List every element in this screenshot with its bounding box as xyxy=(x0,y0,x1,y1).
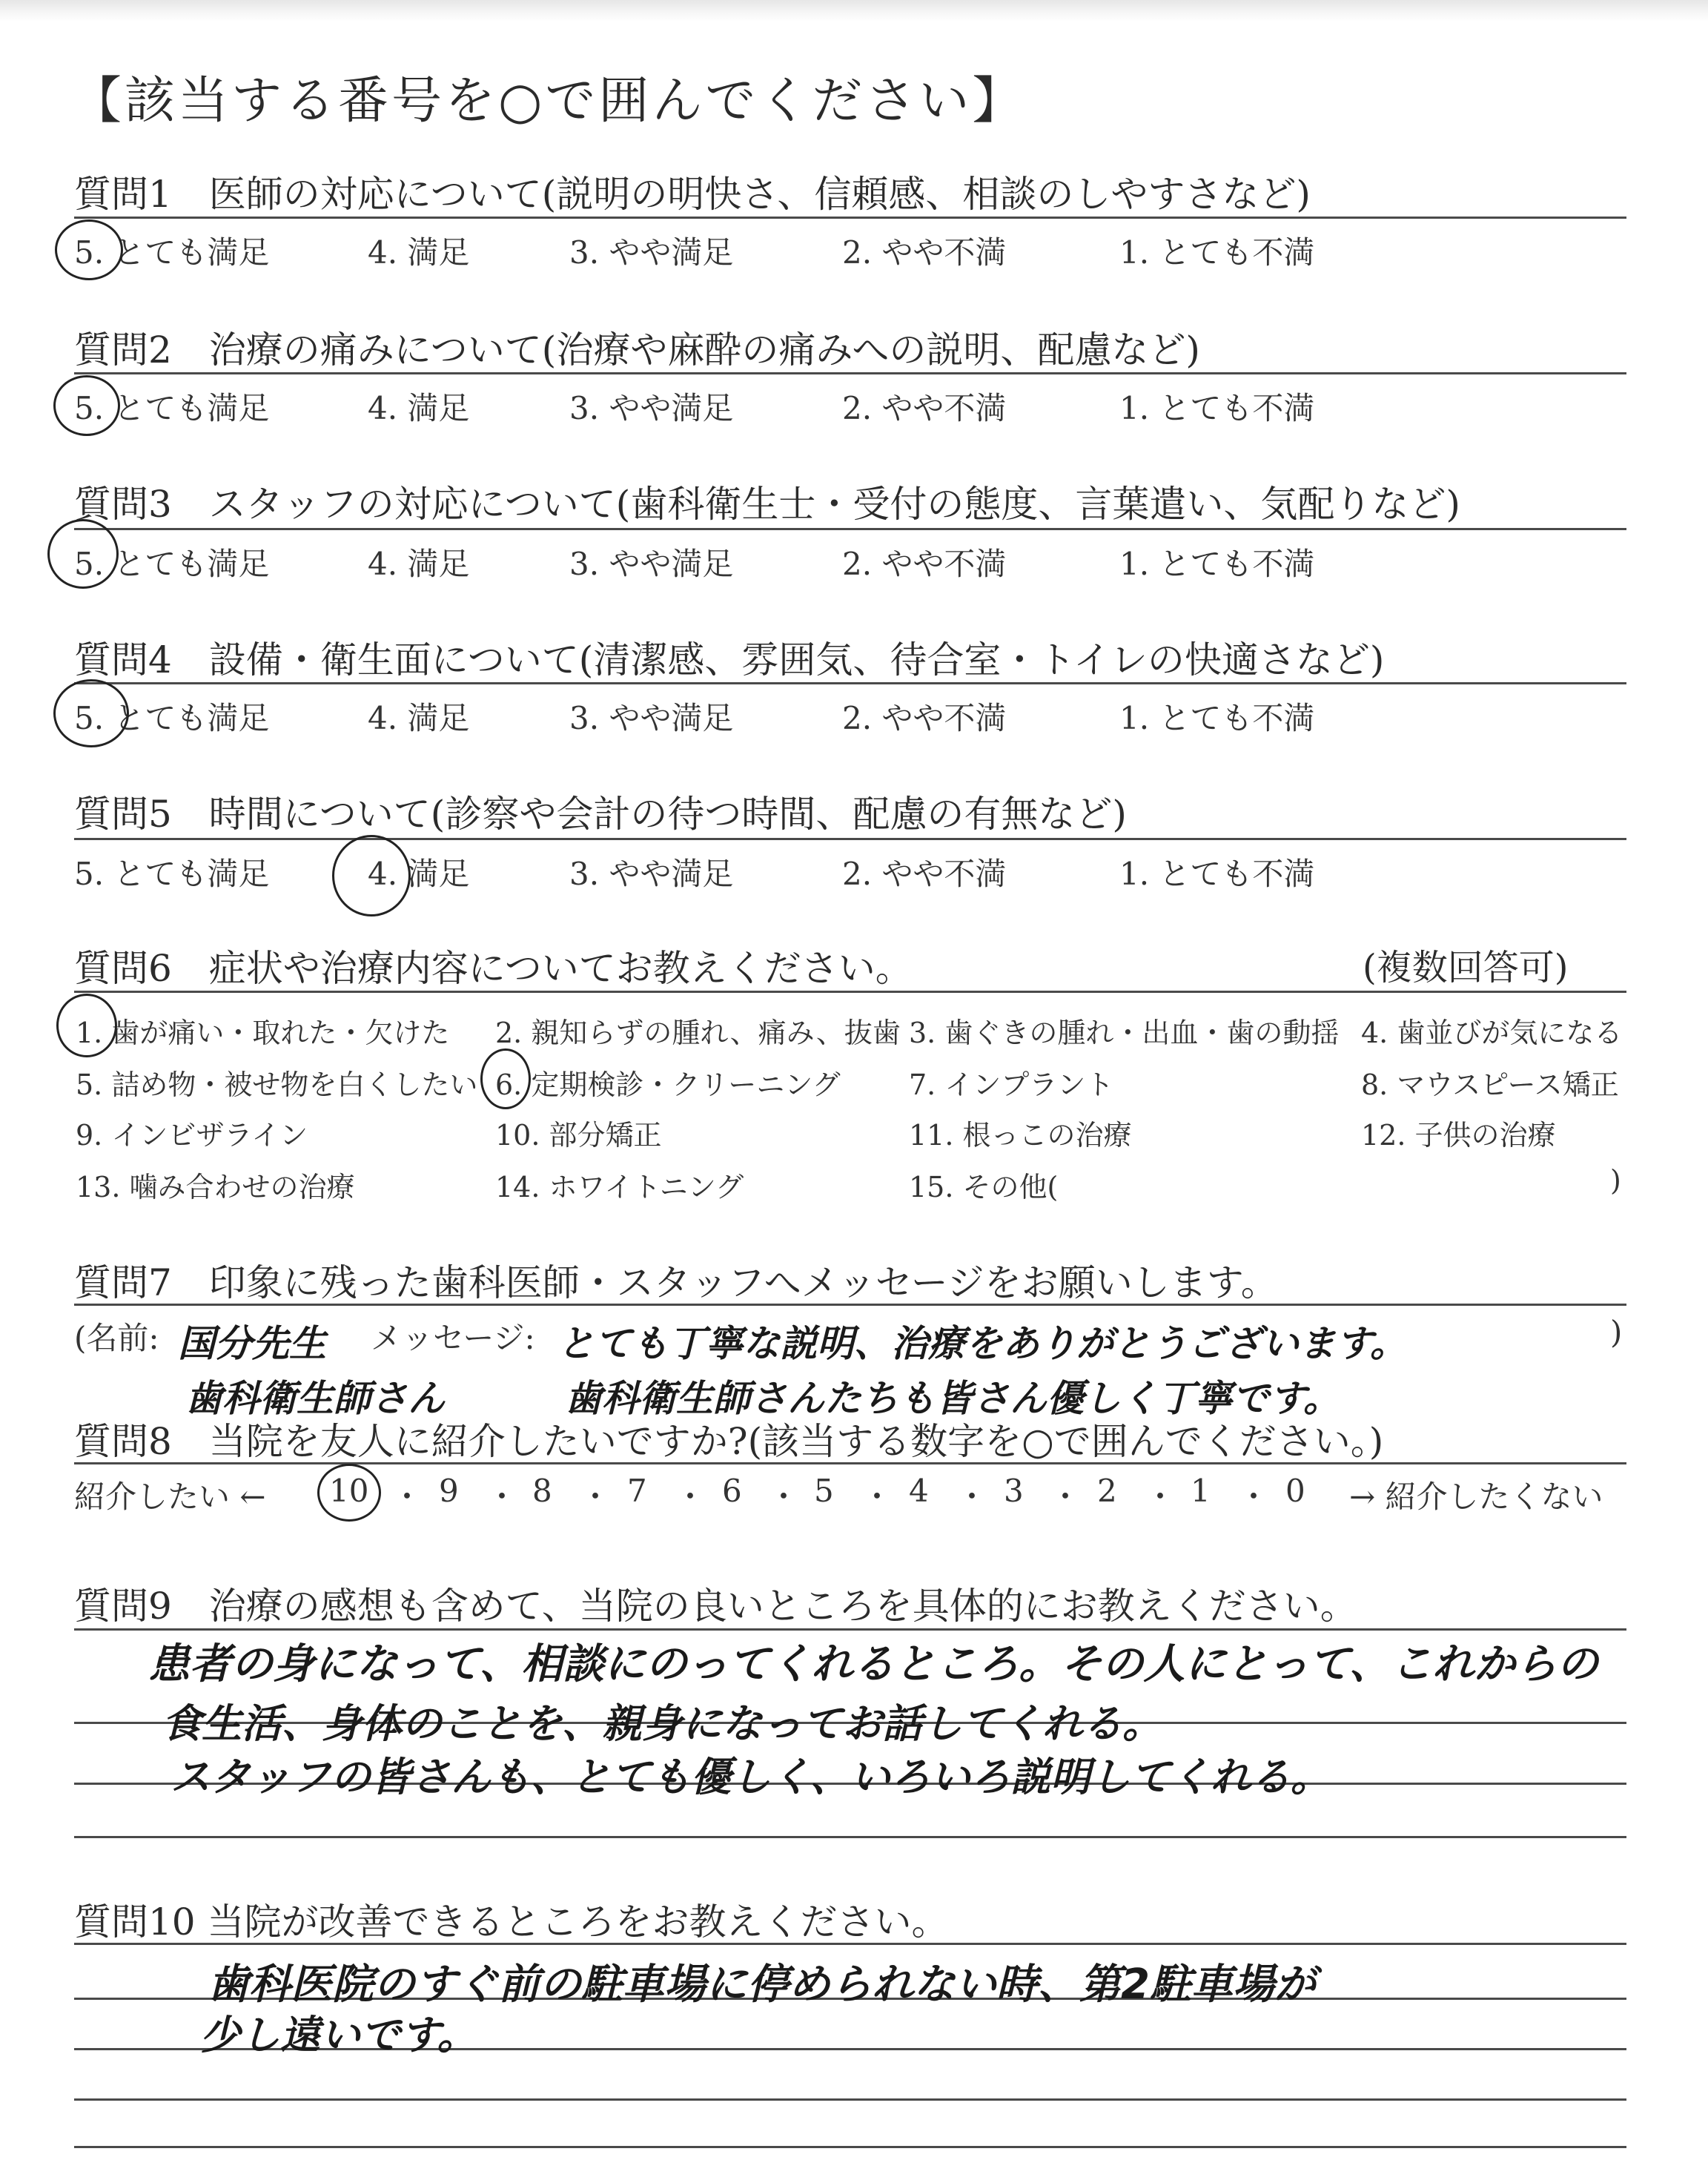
question-7-rule xyxy=(74,1304,1626,1306)
q8-separator: ・ xyxy=(1238,1479,1270,1515)
q7-name-label: (名前: xyxy=(74,1320,159,1356)
symptom-option-10[interactable]: 10. 部分矯正 xyxy=(495,1119,662,1152)
q8-separator: ・ xyxy=(486,1479,518,1515)
q5-option-3[interactable]: 3. やや満足 xyxy=(569,856,734,892)
symptom-option-1[interactable]: 1. 歯が痛い・取れた・欠けた xyxy=(76,1017,450,1049)
q8-separator: ・ xyxy=(580,1479,612,1515)
q8-number-3[interactable]: 3 xyxy=(1004,1473,1024,1509)
q8-number-9[interactable]: 9 xyxy=(439,1473,459,1509)
q4-option-1[interactable]: 1. とても不満 xyxy=(1119,700,1315,736)
q10-answer-line-5 xyxy=(74,2146,1626,2148)
q9-answer-line-4 xyxy=(74,1836,1626,1838)
q7-handwritten-message-1: とても丁寧な説明、治療をありがとうございます。 xyxy=(557,1322,1407,1365)
symptom-option-3[interactable]: 3. 歯ぐきの腫れ・出血・歯の動揺 xyxy=(909,1017,1340,1049)
q5-option-5[interactable]: 5. とても満足 xyxy=(74,856,270,892)
question-4-title: 質問4 設備・衛生面について(清潔感、雰囲気、待合室・トイレの快適さなど) xyxy=(74,638,1385,681)
q8-separator: ・ xyxy=(1145,1479,1176,1515)
question-7-title: 質問7 印象に残った歯科医師・スタッフへメッセージをお願いします。 xyxy=(74,1261,1278,1304)
q7-handwritten-name-2: 歯科衛生師さん xyxy=(185,1377,445,1420)
question-1-title: 質問1 医師の対応について(説明の明快さ、信頼感、相談のしやすさなど) xyxy=(74,173,1311,216)
symptom-option-6[interactable]: 6. 定期検診・クリーニング xyxy=(495,1069,841,1101)
q8-number-2[interactable]: 2 xyxy=(1097,1473,1117,1509)
q8-number-10[interactable]: 10 xyxy=(329,1473,369,1509)
q1-option-4[interactable]: 4. 満足 xyxy=(368,234,470,271)
q6-selected-circle-1 xyxy=(56,994,117,1057)
symptom-option-7[interactable]: 7. インプラント xyxy=(909,1069,1114,1101)
question-9-title: 質問9 治療の感想も含めて、当院の良いところを具体的にお教えください。 xyxy=(74,1585,1357,1628)
q4-option-5[interactable]: 5. とても満足 xyxy=(74,700,270,736)
q10-handwritten-line-1: 歯科医院のすぐ前の駐車場に停められない時、第2駐車場が xyxy=(208,1961,1316,2009)
q7-handwritten-name-1: 国分先生 xyxy=(178,1322,326,1365)
question-6-note: (複数回答可) xyxy=(1363,947,1569,988)
q5-selected-circle xyxy=(332,835,411,916)
q8-separator: ・ xyxy=(956,1479,988,1515)
symptom-option-12[interactable]: 12. 子供の治療 xyxy=(1361,1119,1556,1152)
question-2-rule xyxy=(74,372,1626,374)
page-header: 【該当する番号を○で囲んでください】 xyxy=(71,72,1026,131)
q3-selected-circle xyxy=(47,519,119,589)
q8-number-5[interactable]: 5 xyxy=(814,1473,834,1509)
question-3-title: 質問3 スタッフの対応について(歯科衛生士・受付の態度、言葉遣い、気配りなど) xyxy=(74,483,1460,526)
q8-separator: ・ xyxy=(1050,1479,1082,1515)
q2-option-4[interactable]: 4. 満足 xyxy=(368,390,470,426)
q1-selected-circle xyxy=(55,219,123,280)
q7-message-label: メッセージ: xyxy=(371,1320,535,1356)
q8-separator: ・ xyxy=(675,1479,706,1515)
symptom-option-14[interactable]: 14. ホワイトニング xyxy=(495,1171,744,1203)
q8-number-7[interactable]: 7 xyxy=(627,1473,647,1509)
q4-option-3[interactable]: 3. やや満足 xyxy=(569,700,734,736)
q8-separator: ・ xyxy=(391,1479,423,1515)
question-3-rule xyxy=(74,528,1626,530)
q8-left-label: 紹介したい ← xyxy=(74,1479,266,1515)
symptom-option-15[interactable]: 15. その他( xyxy=(909,1171,1059,1203)
q8-number-8[interactable]: 8 xyxy=(532,1473,552,1509)
q1-option-3[interactable]: 3. やや満足 xyxy=(569,234,734,271)
q4-option-2[interactable]: 2. やや不満 xyxy=(842,700,1007,736)
q8-separator: ・ xyxy=(861,1479,893,1515)
q8-number-6[interactable]: 6 xyxy=(722,1473,742,1509)
symptom-option-2[interactable]: 2. 親知らずの腫れ、痛み、抜歯 xyxy=(495,1017,901,1049)
question-10-title: 質問10 当院が改善できるところをお教えください。 xyxy=(74,1900,949,1943)
symptom-option-4[interactable]: 4. 歯並びが気になる xyxy=(1361,1017,1623,1049)
question-6-rule xyxy=(74,991,1626,993)
question-4-rule xyxy=(74,682,1626,684)
question-8-rule xyxy=(74,1462,1626,1464)
q10-handwritten-line-2: 少し遠いです。 xyxy=(200,2012,477,2058)
q5-option-2[interactable]: 2. やや不満 xyxy=(842,856,1007,892)
scan-top-edge xyxy=(0,0,1708,22)
q7-close-paren: ) xyxy=(1610,1314,1623,1350)
q8-number-4[interactable]: 4 xyxy=(909,1473,929,1509)
q3-option-3[interactable]: 3. やや満足 xyxy=(569,546,734,582)
symptom-option-11[interactable]: 11. 根っこの治療 xyxy=(909,1119,1132,1152)
q2-option-1[interactable]: 1. とても不満 xyxy=(1119,390,1315,426)
q4-option-4[interactable]: 4. 満足 xyxy=(368,700,470,736)
q2-option-3[interactable]: 3. やや満足 xyxy=(569,390,734,426)
q8-separator: ・ xyxy=(768,1479,800,1515)
q5-option-4[interactable]: 4. 満足 xyxy=(368,856,470,892)
q6-selected-circle-6 xyxy=(480,1048,531,1109)
symptom-option-9[interactable]: 9. インビザライン xyxy=(76,1119,308,1152)
q2-selected-circle xyxy=(53,375,120,436)
symptom-option-13[interactable]: 13. 噛み合わせの治療 xyxy=(76,1171,355,1203)
q8-number-1[interactable]: 1 xyxy=(1191,1473,1211,1509)
q3-option-4[interactable]: 4. 満足 xyxy=(368,546,470,582)
q1-option-5[interactable]: 5. とても満足 xyxy=(74,234,270,271)
q10-answer-line-4 xyxy=(74,2098,1626,2101)
q3-option-2[interactable]: 2. やや不満 xyxy=(842,546,1007,582)
q10-answer-line-1 xyxy=(74,1943,1626,1945)
question-1-rule xyxy=(74,217,1626,219)
q5-option-1[interactable]: 1. とても不満 xyxy=(1119,856,1315,892)
question-5-title: 質問5 時間について(診察や会計の待つ時間、配慮の有無など) xyxy=(74,793,1127,836)
q1-option-1[interactable]: 1. とても不満 xyxy=(1119,234,1315,271)
q2-option-5[interactable]: 5. とても満足 xyxy=(74,390,270,426)
q3-option-5[interactable]: 5. とても満足 xyxy=(74,546,270,582)
symptom-option-5[interactable]: 5. 詰め物・被せ物を白くしたい xyxy=(76,1069,478,1101)
q9-answer-line-1 xyxy=(74,1628,1626,1631)
symptom-option-15-close: ) xyxy=(1610,1164,1621,1197)
q8-number-0[interactable]: 0 xyxy=(1285,1473,1305,1509)
q8-selected-circle xyxy=(317,1464,381,1522)
q4-selected-circle xyxy=(53,679,129,747)
question-5-rule xyxy=(74,838,1626,840)
q8-right-label: → 紹介したくない xyxy=(1349,1479,1603,1515)
question-8-title: 質問8 当院を友人に紹介したいですか?(該当する数字を○で囲んでください。) xyxy=(74,1420,1384,1463)
q9-handwritten-line-2: 食生活、身体のことを、親身になってお話してくれる。 xyxy=(162,1700,1162,1747)
q2-option-2[interactable]: 2. やや不満 xyxy=(842,390,1007,426)
q9-handwritten-line-1: 患者の身になって、相談にのってくれるところ。その人にとって、これからの xyxy=(148,1640,1599,1688)
symptom-option-8[interactable]: 8. マウスピース矯正 xyxy=(1361,1069,1619,1101)
q3-option-1[interactable]: 1. とても不満 xyxy=(1119,546,1315,582)
q7-handwritten-message-2: 歯科衛生師さんたちも皆さん優しく丁寧です。 xyxy=(565,1377,1340,1420)
question-2-title: 質問2 治療の痛みについて(治療や麻酔の痛みへの説明、配慮など) xyxy=(74,328,1200,371)
q1-option-2[interactable]: 2. やや不満 xyxy=(842,234,1007,271)
question-6-title: 質問6 症状や治療内容についてお教えください。 xyxy=(74,947,913,990)
q9-handwritten-line-3: スタッフの皆さんも、とても優しく、いろいろ説明してくれる。 xyxy=(171,1754,1331,1800)
